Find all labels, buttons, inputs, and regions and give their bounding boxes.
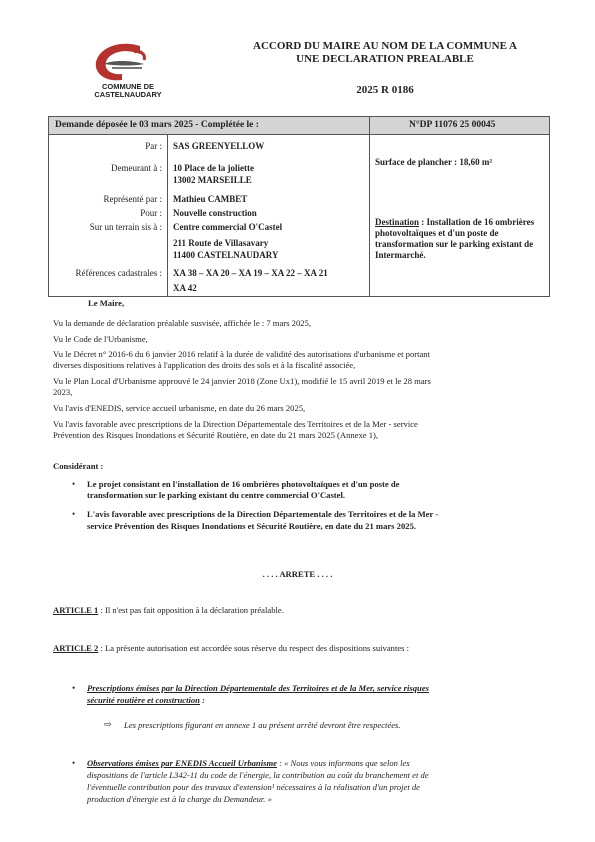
enedis-observations-label: Observations émises par ENEDIS Accueil Urbanisme [87, 758, 277, 768]
logo-line-1: COMMUNE DE [101, 82, 155, 91]
arrete-heading: . . . . ARRETE . . . . [262, 569, 333, 579]
article-1 [53, 605, 550, 616]
article-2 [53, 643, 550, 654]
logo-caption [78, 83, 178, 99]
article-2-text: : La présente autorisation est accordée sous réserve du respect des dispositions suivantes : [98, 643, 410, 653]
article-2-label: ARTICLE 2 [53, 643, 99, 653]
destination-text: : Installation de 16 ombrières photovoltaïques et d'un poste de transformation sur le parking existant de Intermarché. [375, 217, 535, 260]
considerant-1b: transformation sur le parking existant du centre commercial O'Castel. [87, 490, 346, 500]
value-terrain-2: 211 Route de Villasavary [173, 238, 269, 248]
value-represente: Mathieu CAMBET [173, 194, 248, 204]
value-address-2: 13002 MARSEILLE [173, 175, 252, 185]
vu-decret-2: diverses dispositions relatives à l'application des droits des sols et à la fiscalité associée, [53, 360, 356, 370]
considerant-1a: Le projet consistant en l'installation de 16 ombrières photovoltaïques et d'un poste de [87, 479, 400, 489]
vu-plu-1: Vu le Plan Local d'Urbanisme approuvé le 24 janvier 2018 (Zone Ux1), modifié le 15 avril 2019 et le 28 mars [53, 376, 431, 386]
vu-ddtm-1: Vu l'avis favorable avec prescriptions de la Direction Départementale des Territoires et de la Mer - service [53, 419, 418, 429]
enedis-observations-4: production d'énergie est à la charge du Demandeur. » [87, 794, 272, 804]
prescriptions-heading-2 [87, 695, 550, 706]
vu-demande: Vu la demande de déclaration préalable susvisée, affichée le : 7 mars 2025, [53, 318, 311, 328]
bullet-icon: • [72, 683, 76, 693]
value-par: SAS GREENYELLOW [173, 141, 265, 151]
article-1-text: : Il n'est pas fait opposition à la déclaration préalable. [98, 605, 284, 615]
bullet-icon: • [72, 509, 76, 519]
label-cadastre: Références cadastrales : [75, 268, 162, 278]
value-terrain-3: 11400 CASTELNAUDARY [173, 250, 279, 260]
request-info-box [48, 116, 550, 297]
document-title [200, 40, 570, 66]
enedis-observations-3: l'éventuelle contribution pour des travaux d'extension¹ nécessaires à la réalisation d'un projet de [87, 782, 420, 792]
label-par: Par : [145, 141, 162, 151]
prescriptions-colon: : [199, 695, 205, 705]
logo-line-2: CASTELNAUDARY [94, 90, 162, 99]
label-demeurant: Demeurant à : [111, 163, 162, 173]
enedis-observations-2: dispositions de l'article L342-11 du code de l'énergie, la contribution au coût du branchement et de [87, 770, 429, 780]
title-line-2: UNE DECLARATION PREALABLE [296, 53, 474, 65]
le-maire: Le Maire, [88, 298, 125, 308]
label-represente: Représenté par : [103, 194, 162, 204]
enedis-observations-text: : « Nous vous informons que selon les [276, 758, 410, 768]
column-divider [167, 134, 168, 296]
considerant-heading: Considérant : [53, 461, 104, 471]
enedis-observations-1 [87, 758, 550, 769]
label-terrain: Sur un terrain sis à : [89, 222, 162, 232]
destination [375, 217, 545, 261]
box-header [49, 117, 549, 135]
vu-enedis: Vu l'avis d'ENEDIS, service accueil urbanisme, en date du 26 mars 2025, [53, 403, 306, 413]
destination-label: Destination [375, 217, 420, 227]
vu-code: Vu le Code de l'Urbanisme, [53, 334, 148, 344]
title-line-1: ACCORD DU MAIRE AU NOM DE LA COMMUNE A [253, 40, 517, 52]
value-cadastre-1: XA 38 – XA 20 – XA 19 – XA 22 – XA 21 [173, 268, 328, 278]
value-address-1: 10 Place de la joliette [173, 163, 254, 173]
vu-plu-2: 2023, [53, 387, 73, 397]
arrow-bullet-icon: ⇨ [104, 719, 112, 729]
value-pour: Nouvelle construction [173, 208, 257, 218]
value-terrain-1: Centre commercial O'Castel [173, 222, 283, 232]
prescriptions-heading-1 [87, 683, 550, 694]
vu-decret-1: Vu le Décret n° 2016-6 du 6 janvier 2016 relatif à la durée de validité des autorisations d'urbanisme et portant [53, 349, 430, 359]
dp-number: N°DP 11076 25 00045 [409, 120, 496, 130]
vu-ddtm-2: Prévention des Risques Inondations et Sécurité Routière, en date du 21 mars 2025 (Annexe 1), [53, 430, 379, 440]
considerant-2b: service Prévention des Risques Inondations et Sécurité Routière, en date du 21 mars 2025. [87, 521, 417, 531]
label-pour: Pour : [140, 208, 162, 218]
prescriptions-heading-text-1: Prescriptions émises par la Direction Départementale des Territoires et de la Mer, service risques [87, 683, 429, 693]
value-cadastre-2: XA 42 [173, 283, 197, 293]
bullet-icon: • [72, 758, 76, 768]
prescriptions-annex: Les prescriptions figurant en annexe 1 au présent arrêté devront être respectées. [124, 720, 401, 730]
article-1-label: ARTICLE 1 [53, 605, 99, 615]
considerant-2a: L'avis favorable avec prescriptions de la Direction Départementale des Territoires et de la Mer - [87, 509, 439, 519]
reference-number: 2025 R 0186 [356, 84, 414, 96]
deposit-date: Demande déposée le 03 mars 2025 - Complétée le : [55, 120, 259, 130]
prescriptions-heading-text-2: sécurité routière et construction [87, 695, 200, 705]
surface-plancher: Surface de plancher : 18,60 m² [375, 157, 493, 167]
column-divider [369, 117, 370, 296]
bullet-icon: • [72, 479, 76, 489]
